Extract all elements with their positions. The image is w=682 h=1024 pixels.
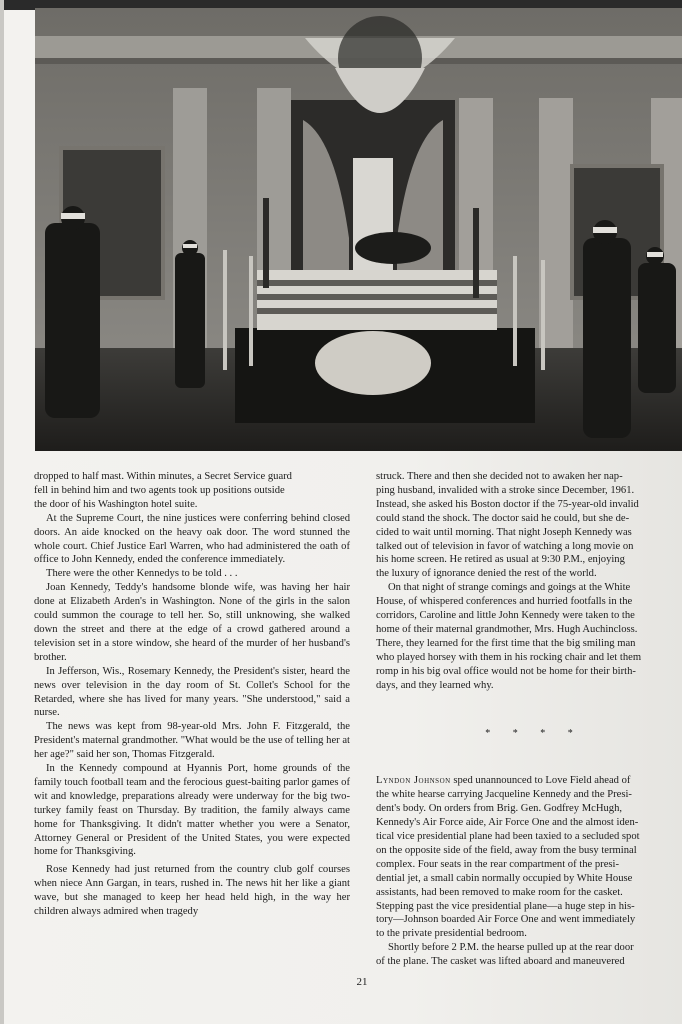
paragraph-line: struck. There and then she decided not to awaken her nap-	[376, 471, 623, 482]
paragraph-continued	[376, 470, 682, 581]
paragraph-line: the luxury of ignorance denied the rest of the world.	[376, 568, 597, 580]
paragraph-line: assistants, had been removed to make room for the casket.	[376, 886, 623, 898]
paragraph-line: On that night of strange comings and goings at the White	[388, 582, 631, 594]
paragraph-line: could stand the shock. The doctor said he could, but she de-	[376, 512, 630, 524]
paragraph: In Jefferson, Wis., Rosemary Kennedy, the President's sister, heard the news over television in the day room of St. Collet's School for the Retarded, where she has lived for many years. "She understood," said a nurse.	[34, 665, 350, 719]
paragraph-line: on the opposite side of the field, away from the busy terminal	[376, 844, 637, 856]
paragraph-line: tical vice presidential plane had been taxied to a secluded spot	[376, 831, 640, 843]
paragraph-line: corridors, Caroline and little John Kennedy were taken to the	[376, 610, 635, 622]
paragraph-line: complex. Four seats in the rear compartment of the presi-	[376, 858, 619, 870]
paragraph-line: House, of whispered conferences and hurried footfalls in the	[376, 596, 633, 608]
right-text-column	[376, 470, 682, 969]
paragraph-line: talked out of television in favor of watching a long movie on	[376, 540, 634, 552]
paragraph: The news was kept from 98-year-old Mrs. John F. Fitzgerald, the President's maternal grandmother. "What would be the use of telling her at her age?" said her son, Thomas Fitzgerald.	[34, 721, 350, 761]
paragraph-line: days, and they learned why.	[376, 679, 494, 691]
paragraph-white-house	[376, 581, 682, 692]
paragraph-line: romp in his big oval office would not be home for their birth-	[376, 665, 636, 677]
section-separator: * * * *	[485, 727, 583, 739]
paragraph: Rose Kennedy had just returned from the country club golf courses when niece Ann Gargan, in tears, rushed in. The news hit her like a giant wave, but she managed to keep her head held high, in the way her children always admired when tragedy	[34, 864, 350, 918]
paragraph: Joan Kennedy, Teddy's handsome blonde wife, was having her hair done at Elizabeth Arden's in Washington. None of the girls in the salon could summon the courage to tell her. So, still unknowing, she walked down the street and there at the edge of a crowd gathered around a television set in a store window, she heard of the murder of her husband's brother.	[34, 582, 350, 663]
paragraph-line: the door of his Washington hotel suite.	[34, 498, 198, 510]
paragraph-line: tory—Johnson boarded Air Force One and went immediately	[376, 914, 636, 926]
lead-in-name: Lyndon Johnson	[376, 775, 451, 787]
paragraph-line: the white hearse carrying Jacqueline Kennedy and the Presi-	[376, 789, 632, 801]
paragraph-line: fell in behind him and two agents took up positions outside	[34, 484, 285, 496]
paragraph-line: dent's body. On orders from Brig. Gen. Godfrey McHugh,	[376, 803, 623, 815]
paragraph-line: Stepping past the vice presidential plane—a huge step in his-	[376, 900, 635, 912]
paragraph: There were the other Kennedys to be told . . .	[46, 568, 238, 580]
page-number: 21	[356, 976, 368, 988]
paragraph-line: of the plane. The casket was lifted aboard and maneuvered	[376, 956, 625, 968]
paragraph-line: There, they learned for the first time that the big smiling man	[376, 637, 636, 649]
paragraph-line: who played horsey with them in his rocking chair and let them	[376, 651, 642, 663]
paragraph: In the Kennedy compound at Hyannis Port, home grounds of the family touch football team and the ferocious guest-baiting parlor games of wit and knowledge, preparations already were underway for the big two-turkey family feast on Thursday. By tradition, the family always came home for Thanksgiving. It didn't matter whether you were a Senator, Attorney General or President of the United States, you were expected home for Thanksgiving.	[34, 763, 350, 858]
paragraph-line: Kennedy's Air Force aide, Air Force One and the almost iden-	[376, 817, 639, 829]
left-text-column	[34, 470, 350, 919]
paragraph-line: his home screen. He retired as usual at 9:30 P.M., enjoying	[376, 554, 625, 566]
paragraph-johnson	[376, 774, 682, 941]
paragraph-line: dential jet, a small cabin normally occupied by White House	[376, 872, 633, 884]
paragraph: At the Supreme Court, the nine justices were conferring behind closed doors. An aide knocked on the heavy oak door. The word stunned the whole court. Chief Justice Earl Warren, who had administered the oath of office to John Kennedy, ended the conference immediately.	[34, 512, 350, 566]
paragraph-line: home of their maternal grandmother, Mrs. Hugh Auchincloss.	[376, 623, 638, 635]
paragraph-line	[376, 774, 682, 788]
paragraph-line: Shortly before 2 P.M. the hearse pulled up at the rear door	[388, 942, 634, 954]
paragraph-hearse	[376, 941, 682, 969]
lead-in-rest: sped unannounced to Love Field ahead of	[450, 775, 631, 787]
paragraph-line: cided to wait until morning. That night Joseph Kennedy was	[376, 526, 632, 538]
east-room-photograph	[35, 8, 682, 451]
paragraph-line: Instead, she asked his Boston doctor if the 75-year-old invalid	[376, 498, 639, 510]
page-gutter	[0, 0, 4, 1024]
paragraph-line: dropped to half mast. Within minutes, a Secret Service guard	[34, 471, 292, 482]
paragraph-line: ping husband, invalided with a stroke since December, 1961.	[376, 484, 635, 496]
paragraph-line: to the private presidential bedroom.	[376, 928, 527, 940]
